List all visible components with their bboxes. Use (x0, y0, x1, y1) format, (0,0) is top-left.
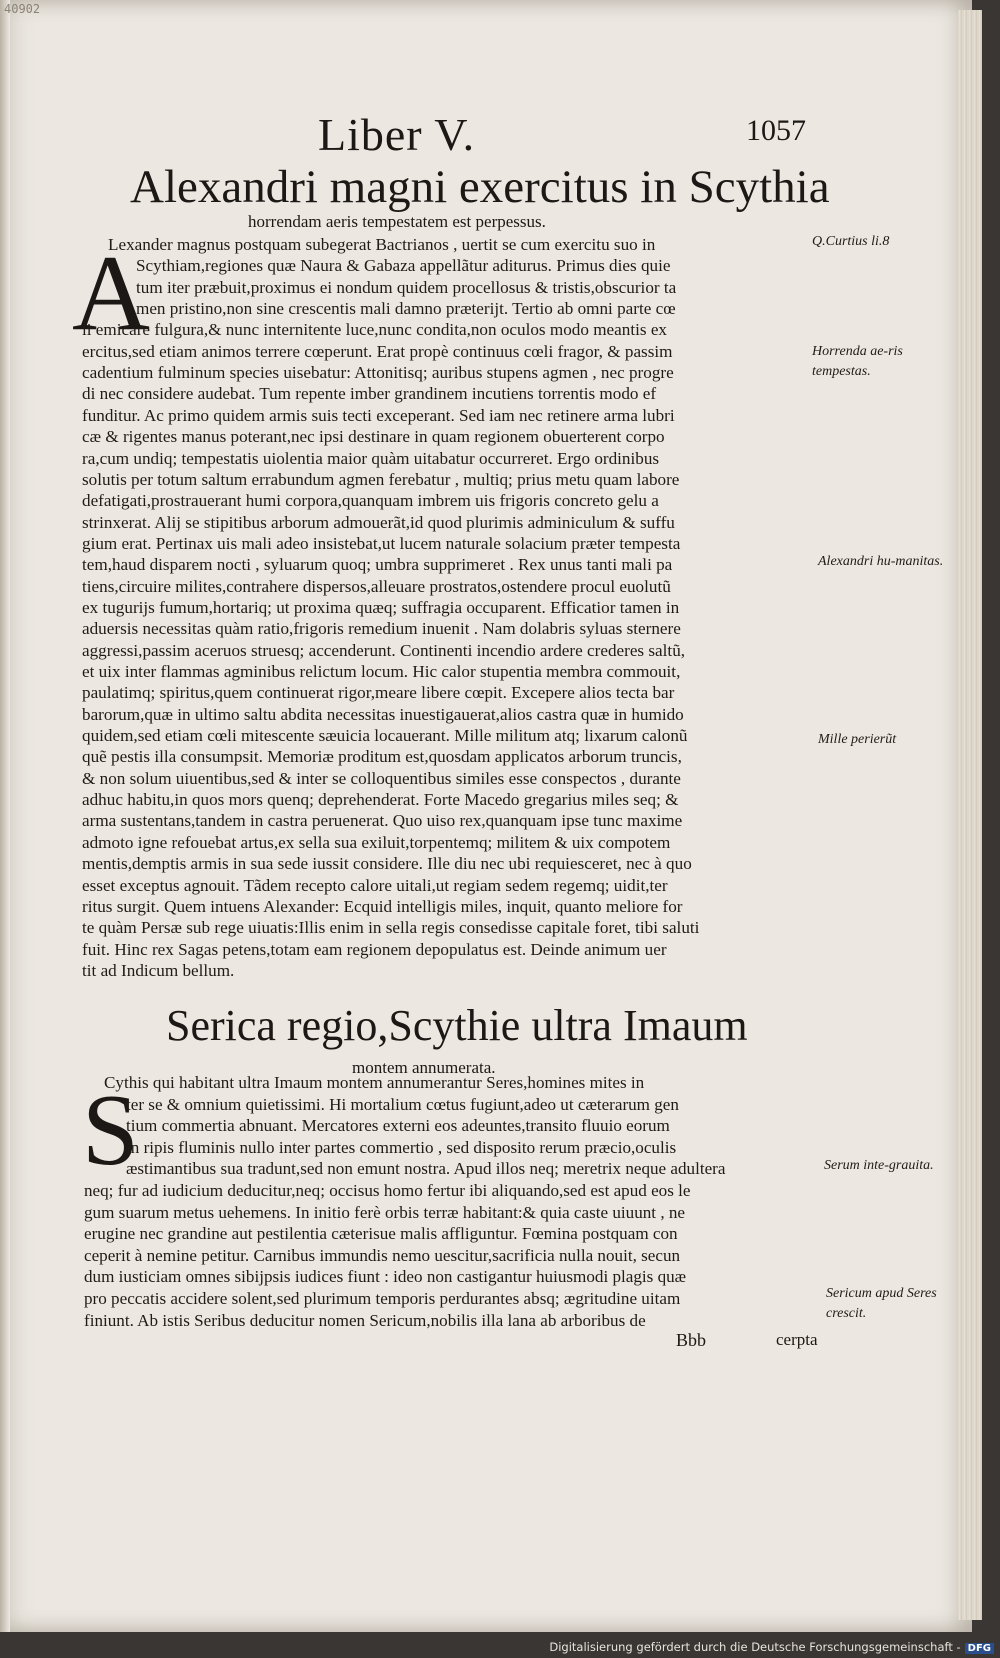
margin-note: Q.Curtius li.8 (812, 234, 890, 249)
body-line: admoto igne refouebat artus,ex sella sua exiluit,torpentemq; militem & uix compotem (82, 832, 671, 852)
signature-mark: Bbb (676, 1330, 707, 1350)
body-line: & non solum uiuentibus,sed & inter se colloquentibus similes esse conspectos , durante (82, 768, 681, 788)
body-line: cæ & rigentes manus poterant,nec ipsi destinare in quam regionem obuerterent corpo (82, 427, 665, 447)
body-line: paulatimq; spiritus,quem continuerat rigor,meare libere cœpit. Excepere alios tecta bar (82, 683, 675, 703)
body-line: quidem,sed etiam cœli mitescente sæuicia locauerant. Mille militum atq; lixarum calonũ (82, 726, 688, 746)
body-line: gium erat. Pertinax uis mali adeo insistebat,ut lucem naturale solacium præter tempesta (82, 533, 681, 553)
body-line: te quàm Persæ sub rege uiuatis:Illis enim in sella regis consedisse capitale foret, tibi saluti (82, 918, 700, 938)
body-line: Lexander magnus postquam subegerat Bactrianos , uertit se cum exercitu suo in (108, 235, 656, 254)
dfg-logo: DFG (965, 1643, 994, 1654)
body-line: adhuc habitu,in quos mors quenq; deprehenderat. Forte Macedo gregarius miles seq; & (82, 790, 679, 810)
body-line: solutis per totum saltum errabundum agmen ferebatur , multiq; prius metu quam labore (82, 469, 680, 489)
body-line: funditur. Ac primo quidem armis suis tecti exceperant. Sed iam nec retinere arma lubri (82, 405, 675, 425)
body-line: gum suarum metus uehemens. In initio ferè orbis terræ habitant:& quia caste uiuunt , ne (84, 1202, 686, 1222)
body-line: Scythiam,regiones quæ Naura & Gabaza appellãtur aditurus. Primus dies quie (136, 256, 671, 276)
margin-note: Sericum apud Seres crescit. (826, 1286, 937, 1321)
body-line: li emicare fulgura,& nunc internitente luce,nunc condita,non oculos modo meantis ex (82, 320, 668, 340)
body-line: in ripis fluminis nullo inter partes commertio , sed disposito rerum præcio,oculis (126, 1137, 677, 1157)
page-number: 1057 (746, 114, 806, 147)
body-line: tium commertia abnuant. Mercatores externi eos adeuntes,transito fluuio eorum (126, 1116, 670, 1136)
body-line: tit ad Indicum bellum. (82, 960, 235, 980)
body-line: neq; fur ad iudicium deducitur,neq; occisus homo fertur ibi aliquando,sed est apud eos le (84, 1181, 691, 1200)
section-2-title: Serica regio,Scythie ultra Imaum (166, 1001, 748, 1050)
footer-credit-text: Digitalisierung gefördert durch die Deutsche Forschungsgemeinschaft - (549, 1640, 961, 1654)
body-line: æstimantibus sua tradunt,sed non emunt nostra. Apud illos neq; meretrix neque adultera (126, 1159, 726, 1179)
body-line: ex tugurijs fumum,hortariq; ut proxima quæq; suffragia occuparent. Efficatior tamen in (82, 597, 680, 617)
catchword: cerpta (776, 1330, 818, 1349)
body-line: erugine nec grandine aut pestilentia cæterisue malis affliguntur. Fœmina postquam con (84, 1224, 678, 1244)
body-line: quẽ pestis illa consumpsit. Memoriæ proditum est,quosdam applicatos arborum truncis, (82, 747, 682, 767)
body-line: finiunt. Ab istis Seribus deducitur nomen Sericum,nobilis illa lana ab arboribus de (84, 1310, 646, 1330)
section-1-subtitle: horrendam aeris tempestatem est perpessus. (248, 212, 546, 231)
body-line: barorum,quæ in ultimo saltu abdita necessitas inuestigauerat,alios castra quæ in humido (82, 704, 684, 724)
body-line: pro peccatis accidere solent,sed plurimum temporis perdurantes absq; ægritudine uitam (84, 1289, 681, 1308)
margin-note: Horrenda ae-ris tempestas. (812, 344, 903, 379)
footer-credit (549, 1640, 994, 1654)
body-line: arma sustentans,tandem in castra peruenerat. Quo uiso rex,quanquam ipse tunc maxime (82, 811, 683, 831)
body-line: defatigati,prostrauerant humi corpora,quanquam imbrem uis frigoris concreto gelu a (82, 491, 659, 511)
body-line: cadentium fulminum species uisebatur: Attonitisq; auribus stupens agmen , nec progre (82, 363, 674, 383)
body-line: esset exceptus agnouit. Tãdem recepto calore uitali,ut regiam sedem regemq; uidit,ter (82, 875, 668, 895)
body-line: dum iusticiam omnes sibijpsis iudices fiunt : ideo non castigantur huiusmodi plagis quæ (84, 1267, 687, 1287)
body-line: aggressi,passim aceruos struesq; accenderunt. Continenti incendio ardere crederes saltũ, (82, 640, 686, 660)
section-2-subtitle: montem annumerata. (352, 1058, 496, 1077)
body-line: tem,haud disparem nocti , syluarum quoq; umbra supprimeret . Rex unus tanti mali pa (82, 555, 673, 575)
scan-corner-mark: 40902 (4, 2, 41, 16)
section-1-dropcap: A (72, 234, 150, 353)
body-line: ceperit à nemine petitur. Carnibus immundis nemo uescitur,sacrificia nulla nouit, secun (84, 1245, 681, 1265)
body-line: tiens,circuire milites,contrahere dispersos,alleuare prostratos,ostendere procul euolutũ (82, 576, 671, 596)
body-line: di nec considere audebat. Tum repente imber grandinem incutiens torrentis modo ef (82, 384, 657, 404)
margin-note: Mille perierũt (818, 732, 897, 747)
body-line: ercitus,sed etiam animos terrere cœperunt. Erat propè continuus cœli fragor, & passim (82, 341, 673, 361)
margin-note: Serum inte-grauita. (824, 1158, 934, 1173)
body-line: ter se & omnium quietissimi. Hi mortalium cœtus fugiunt,adeo ut cæterarum gen (126, 1094, 679, 1114)
running-head: Liber V. (318, 109, 476, 160)
body-line: ra,cum undiq; tempestatis uiolentia maior quàm uitabatur occurreret. Ergo ordinibus (82, 448, 660, 468)
section-2-dropcap: S (82, 1074, 139, 1187)
body-line: et uix inter flammas agminibus relictum locum. Hic calor stupentia membra commouit, (82, 662, 681, 681)
body-line: men pristino,non sine crescentis mali damno præterijt. Tertio ab omni parte cœ (136, 299, 676, 319)
body-line: strinxerat. Alij se stipitibus arborum admouerãt,id quod plurimis adminiculum & suffu (82, 512, 675, 532)
body-line: aduersis necessitas quàm ratio,frigoris remedium inuenit . Nam dolabris syluas sternere (82, 619, 681, 639)
body-line: tum iter præbuit,proximus ei nondum quidem procellosus & tristis,obscurior ta (136, 277, 677, 297)
body-line: fuit. Hinc rex Sagas petens,totam eam regionem depopulatus est. Deinde animum uer (82, 939, 667, 959)
body-line: Cythis qui habitant ultra Imaum montem annumerantur Seres,homines mites in (104, 1073, 645, 1092)
margin-note: Alexandri hu-manitas. (818, 554, 944, 569)
gutter-shadow (0, 0, 10, 1632)
body-line: ritus surgit. Quem intuens Alexander: Ecquid intelligis miles, inquit, quanto meliore for (82, 896, 683, 916)
body-line: mentis,demptis armis in sua sede iussit considere. Ille diu nec ubi requiesceret, nec à quo (82, 854, 692, 874)
page-edges (958, 10, 982, 1620)
section-1-title: Alexandri magni exercitus in Scythia (130, 161, 830, 213)
